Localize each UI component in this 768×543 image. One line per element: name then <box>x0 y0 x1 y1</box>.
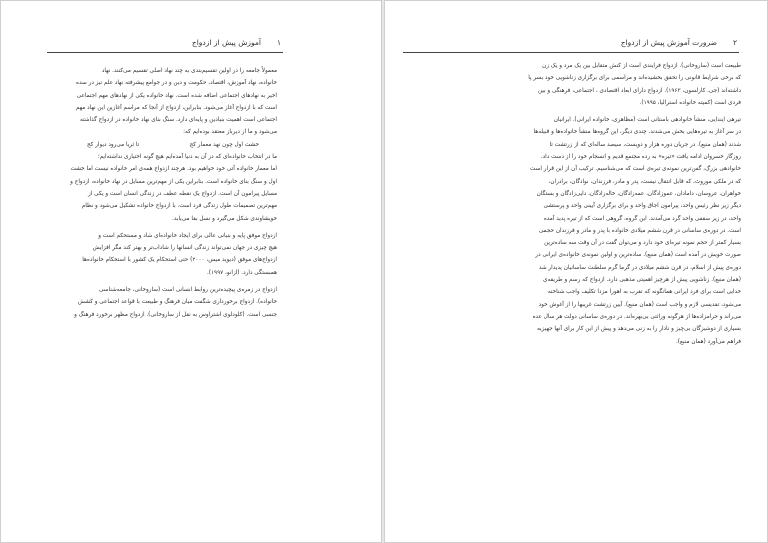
text-line: خدایی است برای فرد ایرانی همانگونه که تقرب به اهورا مزدا تکلیف واجب شناخته <box>547 289 741 296</box>
text-line: که برخی شرایط قانونی را تحقق بخشیده‌اند و مراسمی برای برگزاری زناشویی خود بسر پا <box>528 75 741 82</box>
text-line: که در ملکی موروث، که قابل انتقال نیست، پدر و مادر، فرزندان، نوادگان، برادران، <box>548 178 741 185</box>
text-line: ازدواج‌های موفق (دیوید میس، ۲۰۰۰) حتی استحکام یک کشور با استحکام خانواده‌ها <box>82 257 277 264</box>
right-page <box>384 0 768 543</box>
text-line: فردی است (کمیته خانواده استرالیا، ۱۹۹۵). <box>639 99 741 106</box>
text-line: جنسی است. (کلودلوی اشتراوس به نقل از ساروخانی). ازدواج مظهر برخورد فرهنگ و <box>74 311 277 318</box>
text-line: خویشاوندی شکل می‌گیرد و نسل بقا می‌یابد. <box>172 215 277 222</box>
text-line: است. در دوره‌ی ساسانی در قرن ششم میلادی خانواده با پدر و مادر و فرزندان حجمی <box>538 227 741 234</box>
text-line: خانوادهی بزرگ، گفن‌ترین نمونه‌ی تیره‌ی است که می‌شناسیم. ترکیب آن از این قرار است <box>529 166 741 173</box>
text-line: اجتماعی است اهمیت بنیادین و پایه‌ای دارد. سنگ بنای نهاد خانواده در ازدواج گذاشته <box>79 117 277 124</box>
verse-second-hemistich: تا ثریا می‌رود دیوار کج <box>87 141 140 148</box>
text-line: صورت خویش در آمده است (همان منبع). ساده‌ترین و اولین نمونه‌ی خانواده‌ی ایرانی در <box>535 252 741 259</box>
text-line: می‌شود، تقدیسی لازم و واجب است (همان منبع). آیین زرتشت غریبها را از آغوش خود <box>538 301 741 308</box>
text-line: خانواده). ازدواج برخورداری شگفت میان فرهنگ و طبیعت با قواعد اجتماعی و کشش <box>77 299 277 306</box>
text-line: هیچ چیزی در جهان نمی‌تواند زندگی انسانها را شاداب‌تر و بهتر کند مگر افزایش <box>92 245 277 252</box>
text-line: خواهران، عروسان، دامادان، عموزادگان، عمه‌زادگان، خاله‌زادگان، دایی‌زادگان و بستگان <box>536 190 741 197</box>
paragraph <box>47 65 277 139</box>
poem-verse <box>47 139 277 151</box>
text-line: اخیر به نهادهای اجتماعی اضافه شده است. نهاد خانواده یکی از نهادهای مهم اجتماعی <box>76 92 277 99</box>
paragraph <box>401 114 741 348</box>
text-line: همبستگی دارد. (ازانو، ۱۹۹۷). <box>206 269 277 276</box>
text-line: در سر آغاز به تیره‌هایی بخش می‌شدند. چندی دیگر، این گروه‌ها منشأ خانواده‌ها و قبیله‌ها <box>533 129 741 136</box>
text-line: خانواده، نهاد آموزش، اقتصاد، حکومت و دین و در جوامع پیشرفته نهاد علم نیز در سده <box>76 80 277 87</box>
text-line: مسایل پیرامون آن است. ازدواج یک نقطه عطف در زندگی انسان است و یکی از <box>87 190 277 197</box>
text-line: دوره‌ی پیش از اسلام، در قرن ششم میلادی در گرما گرم سلطنت ساسانیان پدیدار شد <box>538 264 741 271</box>
text-line: دیگر زیر نظر رئیس واحد، پیرامون اجاق واحد و برای برگزاری آیینی واحد و پرستشی <box>543 203 741 210</box>
running-title: آموزش پیش از ازدواج <box>191 38 261 47</box>
paragraph <box>47 230 277 279</box>
left-page <box>0 0 382 543</box>
text-line: ما در انتخاب خانواده‌ای که در آن به دنیا آمده‌ایم هیچ گونه اختیاری نداشته‌ایم؛ <box>97 154 277 161</box>
text-line: شدند (همان منبع). در جریان دوره هزار و دویست، سیصد ساله‌ای که از زرتشت تا <box>549 141 741 148</box>
paragraph <box>47 151 277 225</box>
paragraph <box>47 284 277 321</box>
right-page-header <box>403 36 739 53</box>
verse-first-hemistich: خشت اول چون نهد معمار کج <box>189 141 259 148</box>
text-line: داشته‌اند (جی. کارلسون، ۱۹۶۳). ازدواج دارای ابعاد اقتصادی ، اجتماعی، فرهنگی و بین <box>537 87 741 94</box>
running-title: ضرورت آموزش پیش از ازدواج <box>620 38 717 47</box>
page-number: ۲ <box>732 38 737 47</box>
text-line: تیرهی ایندایی، منشأ خانوادهی باستانی است (مظاهری، خانواده ایرانی). ایرانیان <box>553 117 741 124</box>
text-line: مهم‌ترین تصمیمات طول زندگی فرد است. با ازدواج خانواده تشکیل می‌شود و نظام <box>81 203 277 210</box>
text-line: فراهم می‌آورد (همان منبع). <box>676 338 741 345</box>
text-line: معمولاً جامعه را در اولین تقسیم‌بندی به چند نهاد اصلی تقسیم می‌کنند. نهاد <box>101 68 277 74</box>
right-page-body <box>401 60 741 348</box>
text-line: است که با ازدواج آغاز می‌شود. بنابراین، ازدواج از آنجا که مراسم آغازین این نهاد مهم <box>75 104 277 111</box>
text-line: (همان منبع). زناشویی پیش از هرچیز اهمیتی مذهبی دارد. ازدواج که رسم و طریقه‌ی <box>543 277 741 284</box>
text-line: می‌شود و ما از دیرباز معتقد بوده‌ایم که: <box>183 129 277 136</box>
text-line: بسیار کمتر از حجم نمونه تیره‌ای خود دارد و می‌توان گفت در آن وقت سه ساده‌ترین <box>544 240 741 247</box>
text-line: ازدواج موفق پایه و بنیانی عالی برای ایجاد خانواده‌ای شاد و مستحکم است و <box>98 232 277 239</box>
text-line: طبیعت است (ساروخانی). ازدواج فرایندی است از کنش متقابل بین یک مرد و یک زن <box>542 63 741 69</box>
left-page-header <box>47 36 283 53</box>
page-number: ۱ <box>276 38 281 47</box>
text-line: اول و سنگ بنای خانواده است. بنابراین یکی از مهم‌ترین مسایل در نهاد خانواده، ازدواج و <box>70 178 277 185</box>
text-line: روزگار خسروان ادامه یافت «تیره» به رده مجتمع قدیم و انسجام خود را از دست داد. <box>540 154 741 161</box>
paragraph <box>401 60 741 109</box>
text-line: می‌راند و حرامزاده‌ها از هرگونه وراثتی بی‌بهره‌اند. در دوره‌ی ساسانی دولت هر سال عده‌ <box>532 313 741 320</box>
left-page-body <box>47 65 277 321</box>
text-line: ازدواج در زمره‌ی پیچیده‌ترین روابط انسانی است (ساروخانی، جامعه‌شناسی <box>99 287 277 294</box>
text-line: اما معمار خانواده آتی خود خواهیم بود. هرچند ازدواج همه‌ی امر خانواده نیست اما خشت <box>70 166 277 173</box>
text-line: بسیاری از دوشیزگان بی‌چیز و نادار را به زنی می‌دهد و پیش از این کار برای آنها جهیزیه <box>536 326 741 333</box>
text-line: واحد، در زیر سقفی واحد گرد می‌آمدند. این گروه، گروهی است که از تیره پدید آمده <box>543 215 741 222</box>
